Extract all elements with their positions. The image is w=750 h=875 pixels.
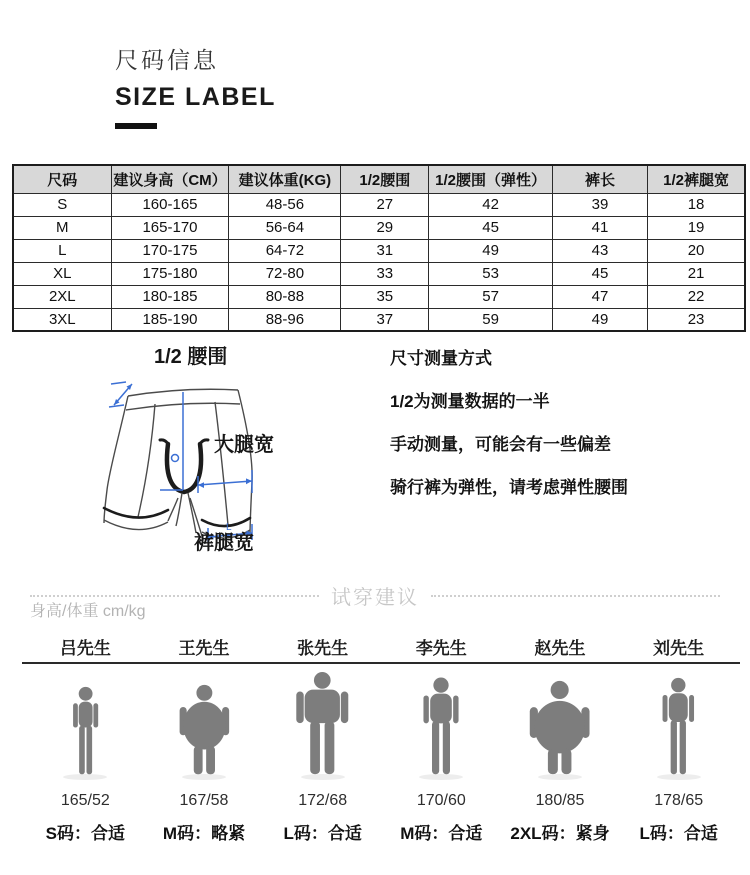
leg-opening-label: 裤腿宽 (194, 532, 254, 554)
page-title-cn: 尺码信息 (115, 47, 219, 73)
table-cell: 29 (341, 216, 429, 239)
fitting-model-3 (382, 634, 501, 844)
try-on-divider-label: 试穿建议 (331, 587, 419, 609)
table-cell: 20 (648, 239, 745, 262)
table-row (13, 239, 745, 262)
measure-notes (390, 346, 628, 518)
size-table-col-1: 建议身高（CM） (111, 165, 229, 193)
size-table-col-6: 1/2裤腿宽 (648, 165, 745, 193)
divider-dots-left (30, 595, 319, 597)
person-thin-icon (26, 664, 145, 776)
table-cell: 59 (429, 308, 553, 331)
size-table-col-0: 尺码 (13, 165, 111, 193)
table-cell: 39 (552, 193, 647, 216)
table-cell: 35 (341, 285, 429, 308)
table-cell: 170-175 (111, 239, 229, 262)
model-name: 王先生 (178, 639, 230, 658)
size-table-col-5: 裤长 (552, 165, 647, 193)
fitting-model-5 (619, 634, 738, 844)
table-row (13, 193, 745, 216)
model-advice: L码：合适 (639, 824, 718, 843)
page-title-en: SIZE LABEL (115, 83, 276, 111)
figure-shadow (301, 774, 345, 780)
table-cell: 2XL (13, 285, 111, 308)
table-cell: 31 (341, 239, 429, 262)
table-cell: 185-190 (111, 308, 229, 331)
table-cell: 64-72 (229, 239, 341, 262)
page-header (115, 42, 276, 129)
table-cell: 37 (341, 308, 429, 331)
table-cell: 3XL (13, 308, 111, 331)
model-name: 赵先生 (534, 639, 586, 658)
fitting-model-0 (26, 634, 145, 844)
measure-note-line-2: 骑行裤为弹性，请考虑弹性腰围 (390, 478, 628, 497)
table-cell: 42 (429, 193, 553, 216)
person-broad-icon (263, 664, 382, 776)
table-cell: 33 (341, 262, 429, 285)
table-cell: 56-64 (229, 216, 341, 239)
table-cell: 53 (429, 262, 553, 285)
table-cell: 160-165 (111, 193, 229, 216)
table-cell: 49 (552, 308, 647, 331)
size-table-header-row (13, 165, 745, 193)
table-cell: 57 (429, 285, 553, 308)
waist-label: 1/2 腰围 (154, 346, 228, 368)
person-regular-icon (382, 664, 501, 776)
person-chubby-icon (145, 664, 264, 776)
size-table-col-4: 1/2腰围（弹性） (429, 165, 553, 193)
table-cell: 175-180 (111, 262, 229, 285)
table-cell: 41 (552, 216, 647, 239)
size-table (12, 164, 746, 332)
model-advice: M码：略紧 (162, 824, 246, 843)
person-fat-icon (501, 664, 620, 776)
table-cell: S (13, 193, 111, 216)
table-cell: 21 (648, 262, 745, 285)
table-cell: 43 (552, 239, 647, 262)
table-cell: XL (13, 262, 111, 285)
thigh-width-label: 大腿宽 (214, 434, 274, 456)
model-advice: M码：合适 (400, 824, 483, 843)
table-cell: 48-56 (229, 193, 341, 216)
table-cell: 23 (648, 308, 745, 331)
measure-note-line-1: 手动测量，可能会有一些偏差 (390, 435, 611, 454)
fitting-model-4 (501, 634, 620, 844)
figure-shadow (63, 774, 107, 780)
fitting-model-1 (145, 634, 264, 844)
table-cell: M (13, 216, 111, 239)
model-stats: 165/52 (60, 792, 110, 809)
table-cell: 27 (341, 193, 429, 216)
table-cell: 45 (552, 262, 647, 285)
table-row (13, 285, 745, 308)
fitting-grid (26, 634, 738, 844)
fitting-model-2 (263, 634, 382, 844)
figure-shadow (657, 774, 701, 780)
measure-note-line-0: 1/2为测量数据的一半 (390, 392, 550, 411)
table-cell: 22 (648, 285, 745, 308)
model-stats: 167/58 (179, 792, 229, 809)
table-cell: 19 (648, 216, 745, 239)
model-stats: 178/65 (654, 792, 704, 809)
model-advice: S码：合适 (45, 824, 125, 843)
measure-notes-title: 尺寸测量方式 (390, 349, 492, 368)
figure-shadow (182, 774, 226, 780)
person-slim-icon (619, 664, 738, 776)
table-row (13, 308, 745, 331)
table-cell: 18 (648, 193, 745, 216)
table-cell: 45 (429, 216, 553, 239)
model-stats: 180/85 (535, 792, 585, 809)
size-table-col-3: 1/2腰围 (341, 165, 429, 193)
table-row (13, 262, 745, 285)
model-stats: 172/68 (298, 792, 348, 809)
divider-dots-right (431, 595, 720, 597)
table-cell: 180-185 (111, 285, 229, 308)
table-cell: L (13, 239, 111, 262)
size-table-col-2: 建议体重(KG) (229, 165, 341, 193)
figure-shadow (538, 774, 582, 780)
model-advice: L码：合适 (283, 824, 362, 843)
table-cell: 49 (429, 239, 553, 262)
height-weight-unit-label: 身高/体重 cm/kg (30, 603, 146, 620)
model-name: 刘先生 (653, 639, 705, 658)
table-row (13, 216, 745, 239)
table-cell: 47 (552, 285, 647, 308)
model-advice: 2XL码：紧身 (510, 824, 610, 843)
table-cell: 165-170 (111, 216, 229, 239)
model-name: 张先生 (297, 639, 349, 658)
leg-arrow-letter: L (226, 522, 232, 533)
model-name: 李先生 (415, 639, 467, 658)
model-name: 吕先生 (59, 639, 111, 658)
model-stats: 170/60 (416, 792, 466, 809)
figure-shadow (419, 774, 463, 780)
shorts-measure-diagram (98, 340, 374, 562)
title-underline-bar (115, 123, 157, 129)
table-cell: 72-80 (229, 262, 341, 285)
table-cell: 88-96 (229, 308, 341, 331)
size-table-body (13, 193, 745, 331)
table-cell: 80-88 (229, 285, 341, 308)
